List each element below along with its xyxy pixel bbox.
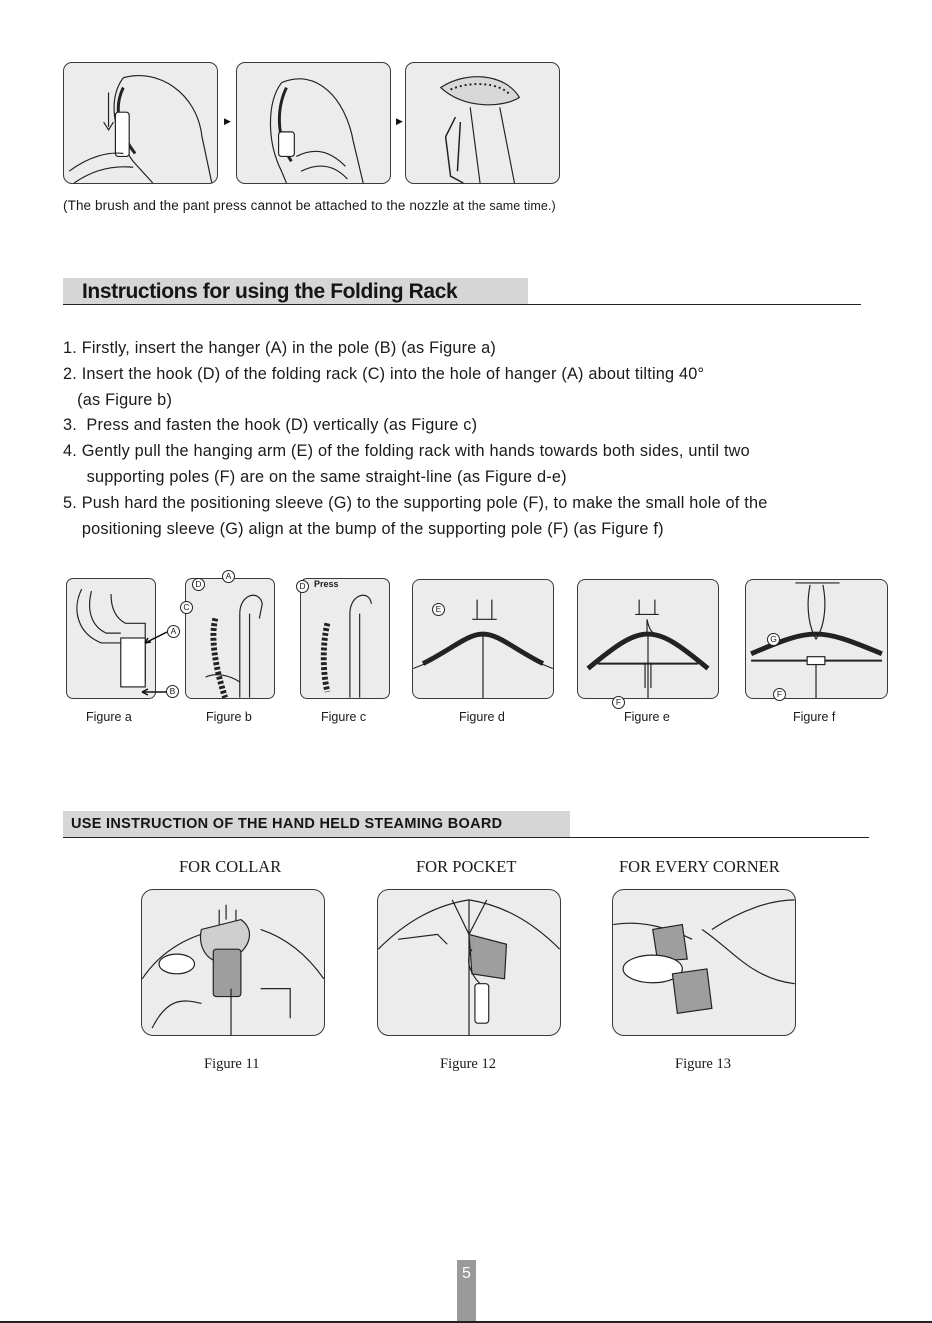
figure-13-label: Figure 13 xyxy=(675,1056,731,1072)
heading-for-collar: FOR COLLAR xyxy=(179,857,282,876)
heading-for-pocket: FOR POCKET xyxy=(416,857,517,876)
step-line: 4. Gently pull the hanging arm (E) of the folding rack with hands towards both sides, until two xyxy=(63,442,750,461)
marker-a: A xyxy=(167,625,180,638)
figure-11-illustration xyxy=(141,889,325,1036)
section-divider xyxy=(63,304,861,305)
step-line: positioning sleeve (G) align at the bump of the supporting pole (F) (as Figure f) xyxy=(63,519,664,538)
marker-c: C xyxy=(180,601,193,614)
section-divider xyxy=(63,837,869,838)
step-line: 1. Firstly, insert the hanger (A) in the pole (B) (as Figure a) xyxy=(63,339,497,357)
folding-rack-title: Instructions for using the Folding Rack xyxy=(82,280,458,303)
steaming-board-title: USE INSTRUCTION OF THE HAND HELD STEAMING BOARD xyxy=(71,816,503,832)
marker-a: A xyxy=(222,570,235,583)
figure-e-label: Figure e xyxy=(624,710,670,724)
figure-13-illustration xyxy=(612,889,796,1036)
figure-f-label: Figure f xyxy=(793,710,836,724)
figure-d-illustration xyxy=(412,579,554,699)
step-line: 3. Press and fasten the hook (D) vertically (as Figure c) xyxy=(63,416,478,435)
figure-c-illustration xyxy=(300,578,390,699)
illustration-brush-attach-2 xyxy=(236,62,391,184)
arrow-right-icon: ▶ xyxy=(224,116,231,126)
figure-b-label: Figure b xyxy=(206,710,252,724)
step-line: 5. Push hard the positioning sleeve (G) to the supporting pole (F), to make the small hole of the xyxy=(63,493,768,512)
figure-c-label: Figure c xyxy=(321,710,367,724)
figure-a-label: Figure a xyxy=(86,710,132,724)
figure-12-label: Figure 12 xyxy=(440,1056,496,1072)
marker-f: F xyxy=(612,696,625,709)
illustration-brush-attach-3 xyxy=(405,62,560,184)
press-label: Press xyxy=(314,579,339,589)
figure-e-illustration xyxy=(577,579,719,699)
step-line: supporting poles (F) are on the same straight-line (as Figure d-e) xyxy=(63,467,567,486)
figure-b-illustration xyxy=(185,578,275,699)
attachment-note: (The brush and the pant press cannot be attached to the nozzle at the same time.) xyxy=(63,198,556,213)
step-line: 2. Insert the hook (D) of the folding rack (C) into the hole of hanger (A) about tilting 40° xyxy=(63,364,705,383)
marker-f: F xyxy=(773,688,786,701)
step-line: (as Figure b) xyxy=(63,390,173,409)
arrow-right-icon: ▶ xyxy=(396,116,403,126)
marker-d: D xyxy=(192,578,205,591)
folding-rack-steps xyxy=(63,336,893,542)
pointer-arrow-icon xyxy=(140,628,170,698)
page-number: 5 xyxy=(462,1265,471,1282)
marker-b: B xyxy=(166,685,179,698)
figure-11-label: Figure 11 xyxy=(204,1056,260,1072)
figure-d-label: Figure d xyxy=(459,710,505,724)
marker-d: D xyxy=(296,580,309,593)
marker-e: E xyxy=(432,603,445,616)
marker-g: G xyxy=(767,633,780,646)
heading-for-every-corner: FOR EVERY CORNER xyxy=(619,857,780,876)
figure-12-illustration xyxy=(377,889,561,1036)
illustration-brush-attach-1 xyxy=(63,62,218,184)
